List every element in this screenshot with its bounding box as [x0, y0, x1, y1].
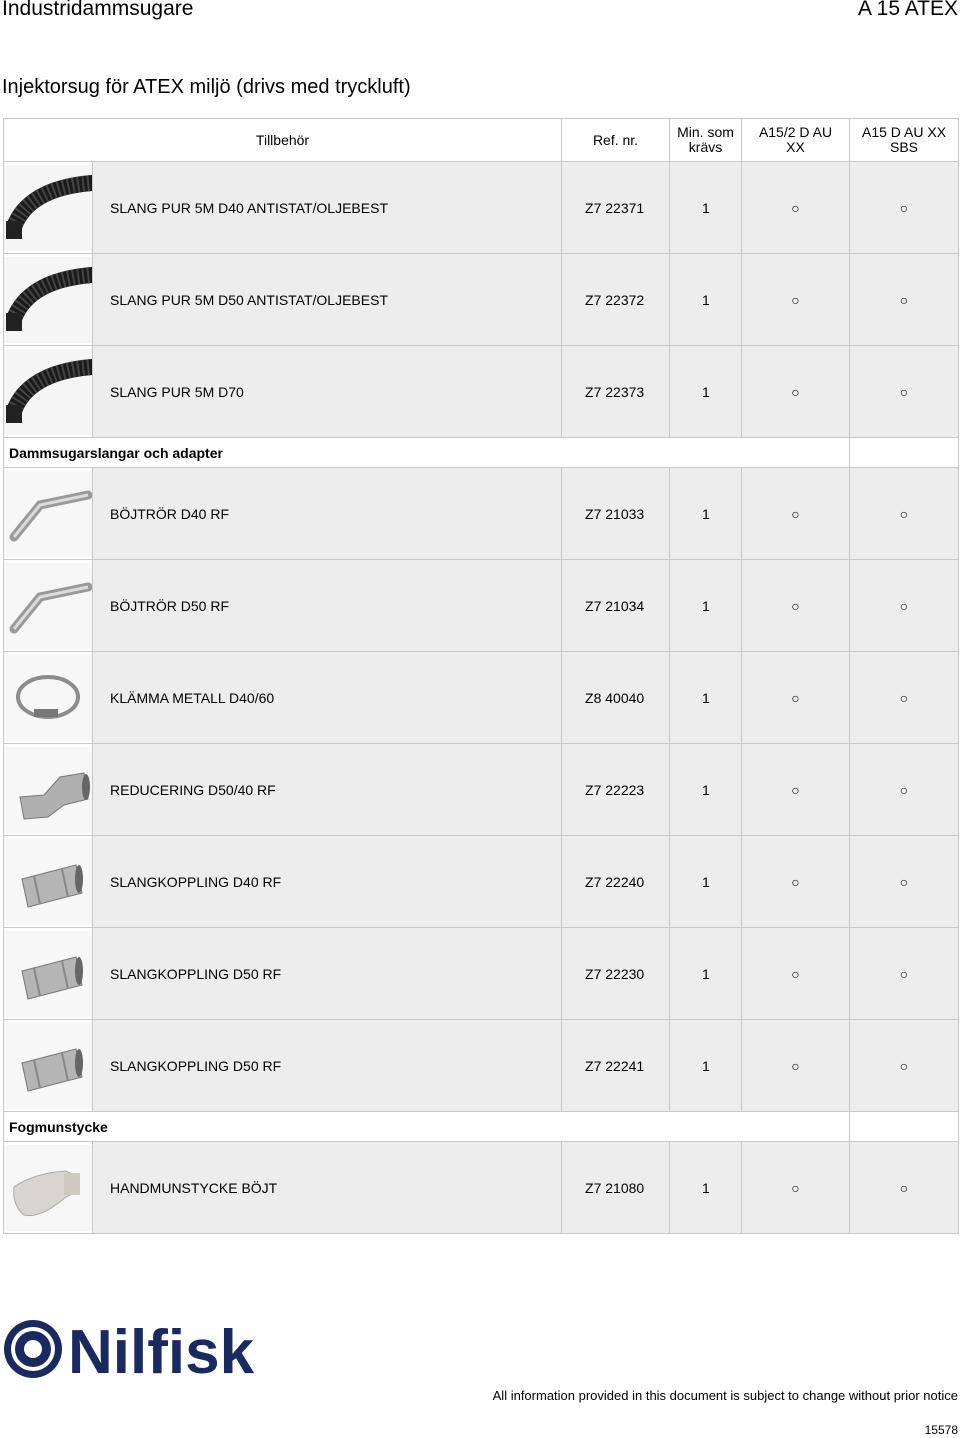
- option-mark-model-2: ○: [850, 560, 959, 652]
- min-required: 1: [670, 1142, 742, 1234]
- table-row: [4, 1142, 959, 1234]
- ref-number: Z7 22372: [562, 254, 670, 346]
- min-required: 1: [670, 928, 742, 1020]
- ref-number: Z7 22240: [562, 836, 670, 928]
- option-mark-model-1: ○: [742, 560, 850, 652]
- bent-tube-image: [4, 471, 92, 557]
- document-number: 15578: [924, 1423, 958, 1437]
- page-title: Injektorsug för ATEX miljö (drivs med tryckluft): [2, 76, 411, 98]
- col-ref: Ref. nr.: [562, 119, 670, 162]
- product-thumbnail-cell: [4, 1020, 93, 1112]
- product-name: BÖJTRÖR D40 RF: [93, 468, 562, 560]
- ref-number: Z8 40040: [562, 652, 670, 744]
- ref-number: Z7 21033: [562, 468, 670, 560]
- option-mark-model-1: ○: [742, 162, 850, 254]
- bent-tube-image: [4, 563, 92, 649]
- option-mark-model-2: ○: [850, 162, 959, 254]
- section-spacer: [850, 1112, 959, 1142]
- section-title: Fogmunstycke: [4, 1112, 850, 1142]
- header-model: A 15 ATEX: [857, 0, 958, 20]
- product-name: SLANG PUR 5M D70: [93, 346, 562, 438]
- min-required: 1: [670, 744, 742, 836]
- option-mark-model-1: ○: [742, 1142, 850, 1234]
- option-mark-model-2: ○: [850, 1142, 959, 1234]
- hose-coupling-image: [4, 1023, 92, 1109]
- table-row: [4, 346, 959, 438]
- option-mark-model-2: ○: [850, 346, 959, 438]
- table-row: [4, 254, 959, 346]
- disclaimer: All information provided in this document is subject to change without prior notice: [492, 1388, 958, 1403]
- min-required: 1: [670, 254, 742, 346]
- option-mark-model-2: ○: [850, 928, 959, 1020]
- table-row: [4, 1020, 959, 1112]
- min-required: 1: [670, 1020, 742, 1112]
- product-thumbnail-cell: [4, 560, 93, 652]
- min-required: 1: [670, 560, 742, 652]
- product-name: SLANGKOPPLING D50 RF: [93, 928, 562, 1020]
- ref-number: Z7 22230: [562, 928, 670, 1020]
- product-name: REDUCERING D50/40 RF: [93, 744, 562, 836]
- product-thumbnail-cell: [4, 254, 93, 346]
- option-mark-model-2: ○: [850, 652, 959, 744]
- hose-image: [4, 257, 92, 343]
- min-required: 1: [670, 162, 742, 254]
- hose-clamp-image: [4, 655, 92, 741]
- col-accessory: Tillbehör: [4, 119, 562, 162]
- product-name: BÖJTRÖR D50 RF: [93, 560, 562, 652]
- section-title: Dammsugarslangar och adapter: [4, 438, 850, 468]
- reducer-image: [4, 747, 92, 833]
- product-name: KLÄMMA METALL D40/60: [93, 652, 562, 744]
- product-name: SLANG PUR 5M D40 ANTISTAT/OLJEBEST: [93, 162, 562, 254]
- min-required: 1: [670, 652, 742, 744]
- section-spacer: [850, 438, 959, 468]
- nilfisk-logo: [2, 1318, 308, 1380]
- col-model-2: A15 D AU XX SBS: [850, 119, 959, 162]
- product-name: SLANG PUR 5M D50 ANTISTAT/OLJEBEST: [93, 254, 562, 346]
- section-header-row: [4, 438, 959, 468]
- option-mark-model-2: ○: [850, 254, 959, 346]
- hose-coupling-image: [4, 839, 92, 925]
- col-min: Min. som krävs: [670, 119, 742, 162]
- table-row: [4, 162, 959, 254]
- product-thumbnail-cell: [4, 836, 93, 928]
- option-mark-model-1: ○: [742, 468, 850, 560]
- ref-number: Z7 21034: [562, 560, 670, 652]
- min-required: 1: [670, 468, 742, 560]
- ref-number: Z7 22371: [562, 162, 670, 254]
- option-mark-model-1: ○: [742, 254, 850, 346]
- header-category: Industridammsugare: [2, 0, 194, 20]
- option-mark-model-1: ○: [742, 928, 850, 1020]
- col-model-1: A15/2 D AU XX: [742, 119, 850, 162]
- option-mark-model-1: ○: [742, 652, 850, 744]
- table-row: [4, 928, 959, 1020]
- ref-number: Z7 21080: [562, 1142, 670, 1234]
- min-required: 1: [670, 836, 742, 928]
- product-thumbnail-cell: [4, 928, 93, 1020]
- product-name: SLANGKOPPLING D40 RF: [93, 836, 562, 928]
- table-row: [4, 560, 959, 652]
- product-thumbnail-cell: [4, 1142, 93, 1234]
- product-thumbnail-cell: [4, 162, 93, 254]
- option-mark-model-2: ○: [850, 744, 959, 836]
- table-row: [4, 836, 959, 928]
- ref-number: Z7 22241: [562, 1020, 670, 1112]
- min-required: 1: [670, 346, 742, 438]
- product-name: HANDMUNSTYCKE BÖJT: [93, 1142, 562, 1234]
- hand-nozzle-image: [4, 1145, 92, 1231]
- logo-wordmark: Nilfisk: [68, 1318, 255, 1380]
- product-thumbnail-cell: [4, 346, 93, 438]
- table-header-row: [4, 119, 959, 162]
- option-mark-model-2: ○: [850, 468, 959, 560]
- table-row: [4, 468, 959, 560]
- option-mark-model-2: ○: [850, 1020, 959, 1112]
- hose-image: [4, 165, 92, 251]
- product-thumbnail-cell: [4, 744, 93, 836]
- option-mark-model-2: ○: [850, 836, 959, 928]
- table-row: [4, 744, 959, 836]
- option-mark-model-1: ○: [742, 836, 850, 928]
- option-mark-model-1: ○: [742, 1020, 850, 1112]
- ref-number: Z7 22223: [562, 744, 670, 836]
- option-mark-model-1: ○: [742, 346, 850, 438]
- ref-number: Z7 22373: [562, 346, 670, 438]
- accessories-table: [3, 118, 959, 1234]
- product-thumbnail-cell: [4, 468, 93, 560]
- product-thumbnail-cell: [4, 652, 93, 744]
- option-mark-model-1: ○: [742, 744, 850, 836]
- section-header-row: [4, 1112, 959, 1142]
- table-row: [4, 652, 959, 744]
- product-name: SLANGKOPPLING D50 RF: [93, 1020, 562, 1112]
- hose-image: [4, 349, 92, 435]
- hose-coupling-image: [4, 931, 92, 1017]
